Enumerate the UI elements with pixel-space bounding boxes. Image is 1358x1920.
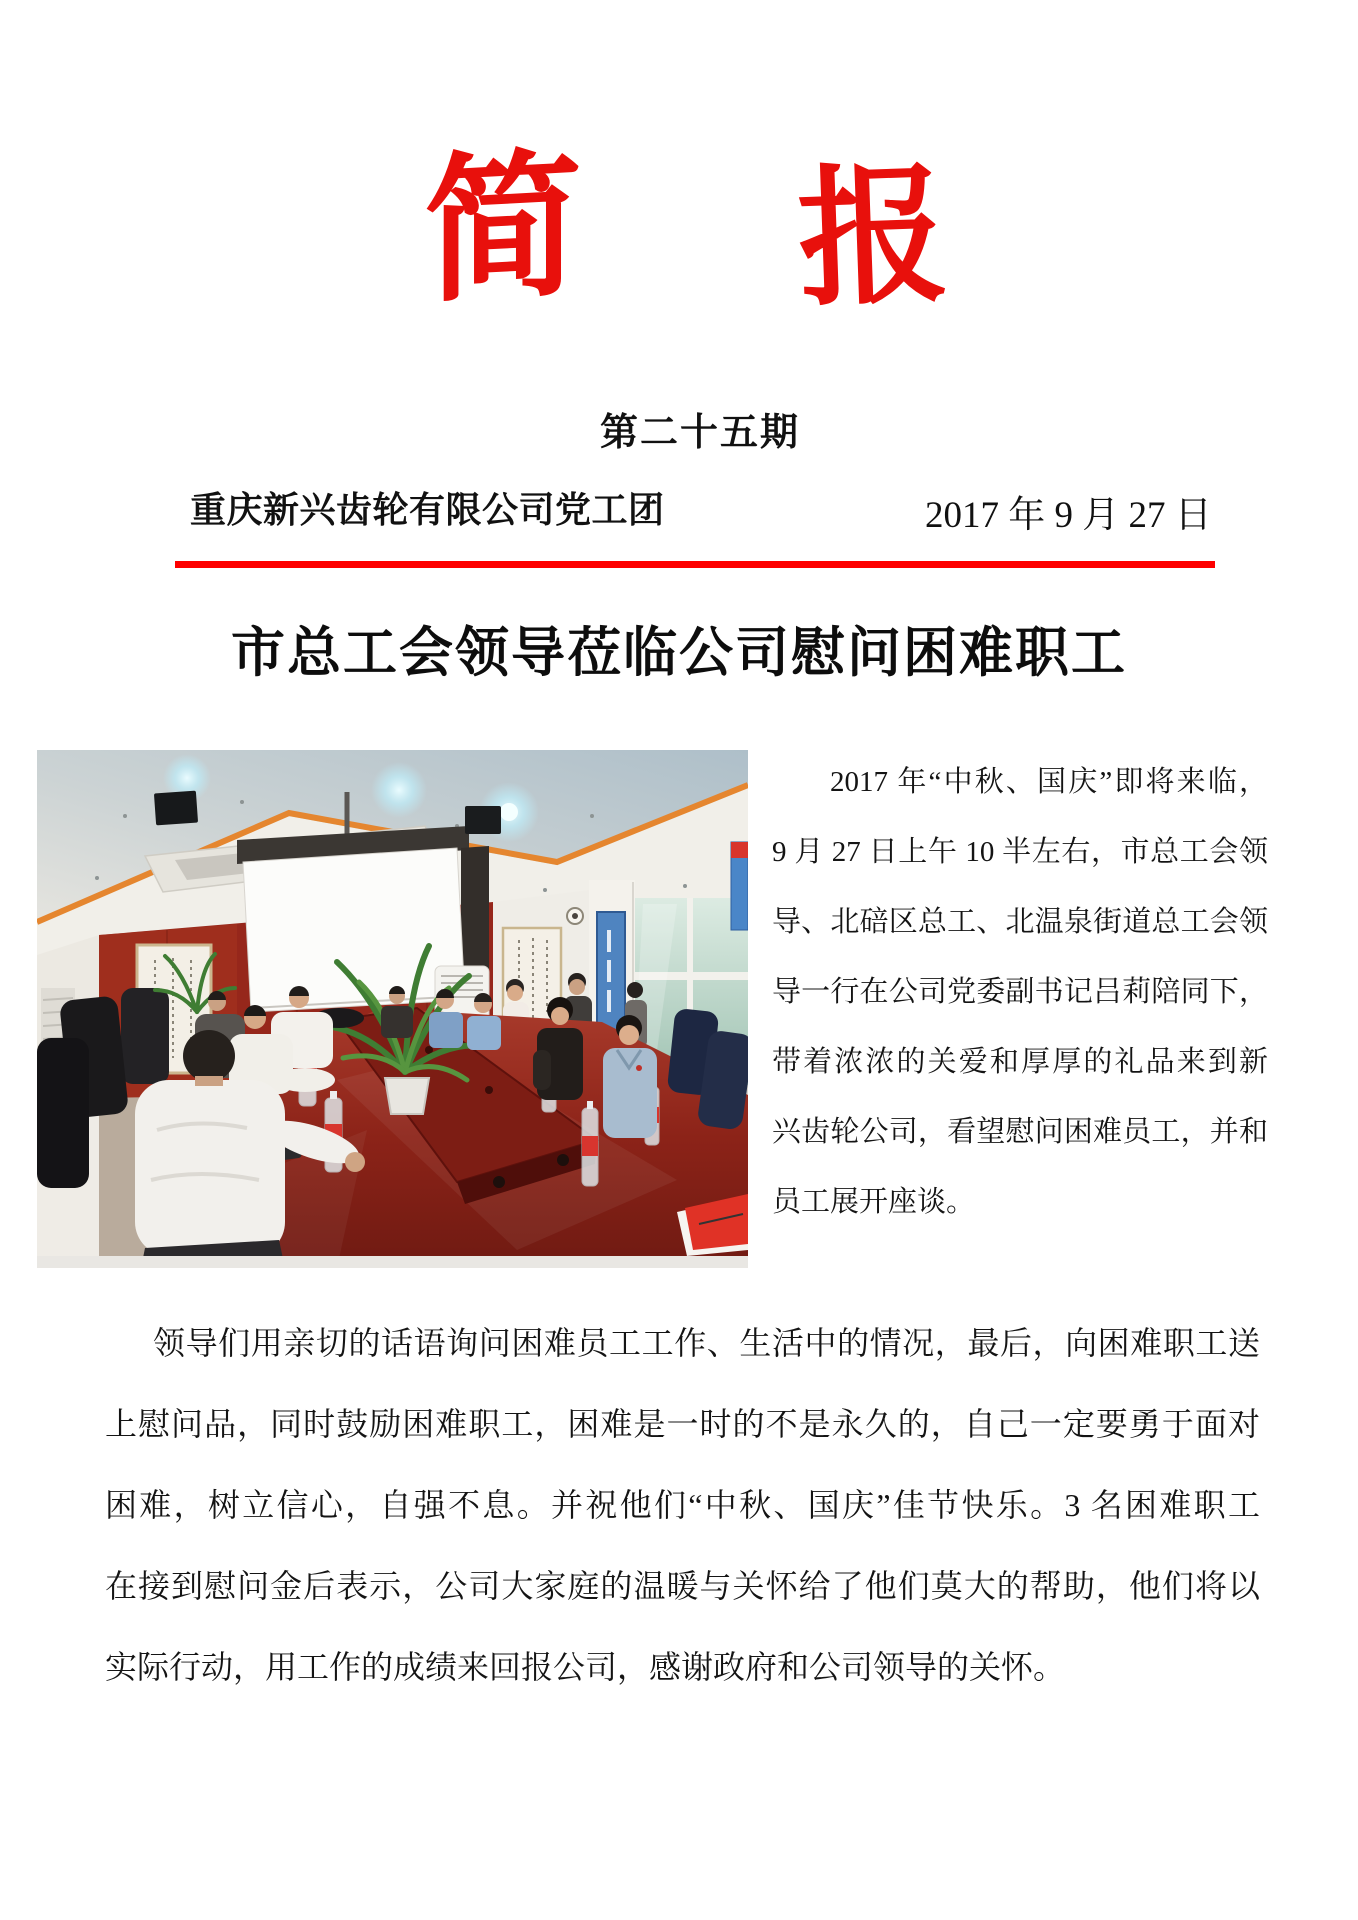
body-line: 领导们用亲切的话语询问困难员工工作、生活中的情况，最后，向困难职工送 <box>153 1325 1260 1361</box>
body-line: 实际行动，用工作的成绩来回报公司，感谢政府和公司领导的关怀。 <box>105 1649 1066 1685</box>
meeting-photo-illustration <box>37 750 748 1268</box>
masthead-char-jian: 简 <box>424 131 582 326</box>
organization-name: 重庆新兴齿轮有限公司党工团 <box>190 489 665 530</box>
lead-line: 兴齿轮公司，看望慰问困难员工，并和 <box>772 1116 1268 1148</box>
lead-line: 员工展开座谈。 <box>772 1186 976 1218</box>
body-line: 困难，树立信心，自强不息。并祝他们“中秋、国庆”佳节快乐。3 名困难职工 <box>105 1487 1260 1523</box>
lead-line: 导、北碚区总工、北温泉街道总工会领 <box>772 906 1268 938</box>
masthead-rule <box>175 561 1215 568</box>
issue-number: 第二十五期 <box>600 412 801 454</box>
meeting-photo <box>37 750 748 1268</box>
lead-line: 导一行在公司党委副书记吕莉陪同下， <box>772 976 1268 1008</box>
lead-line: 9 月 27 日上午 10 半左右，市总工会领 <box>772 836 1268 868</box>
speaker-left <box>154 791 198 826</box>
lead-paragraph <box>772 747 1268 1237</box>
lead-line: 2017 年“中秋、国庆”即将来临， <box>830 766 1268 798</box>
body-line: 在接到慰问金后表示，公司大家庭的温暖与关怀给了他们莫大的帮助，他们将以 <box>105 1568 1260 1604</box>
masthead-char-bao: 报 <box>794 146 952 328</box>
article-headline: 市总工会领导莅临公司慰问困难职工 <box>231 623 1127 683</box>
photo-bottom-strip <box>37 1256 748 1268</box>
lead-line: 带着浓浓的关爱和厚厚的礼品来到新 <box>772 1046 1268 1078</box>
speaker-right <box>465 806 501 834</box>
issue-date: 2017 年 9 月 27 日 <box>925 495 1212 536</box>
body-paragraph <box>105 1303 1260 1708</box>
body-line: 上慰问品，同时鼓励困难职工，困难是一时的不是永久的，自己一定要勇于面对 <box>105 1406 1260 1442</box>
